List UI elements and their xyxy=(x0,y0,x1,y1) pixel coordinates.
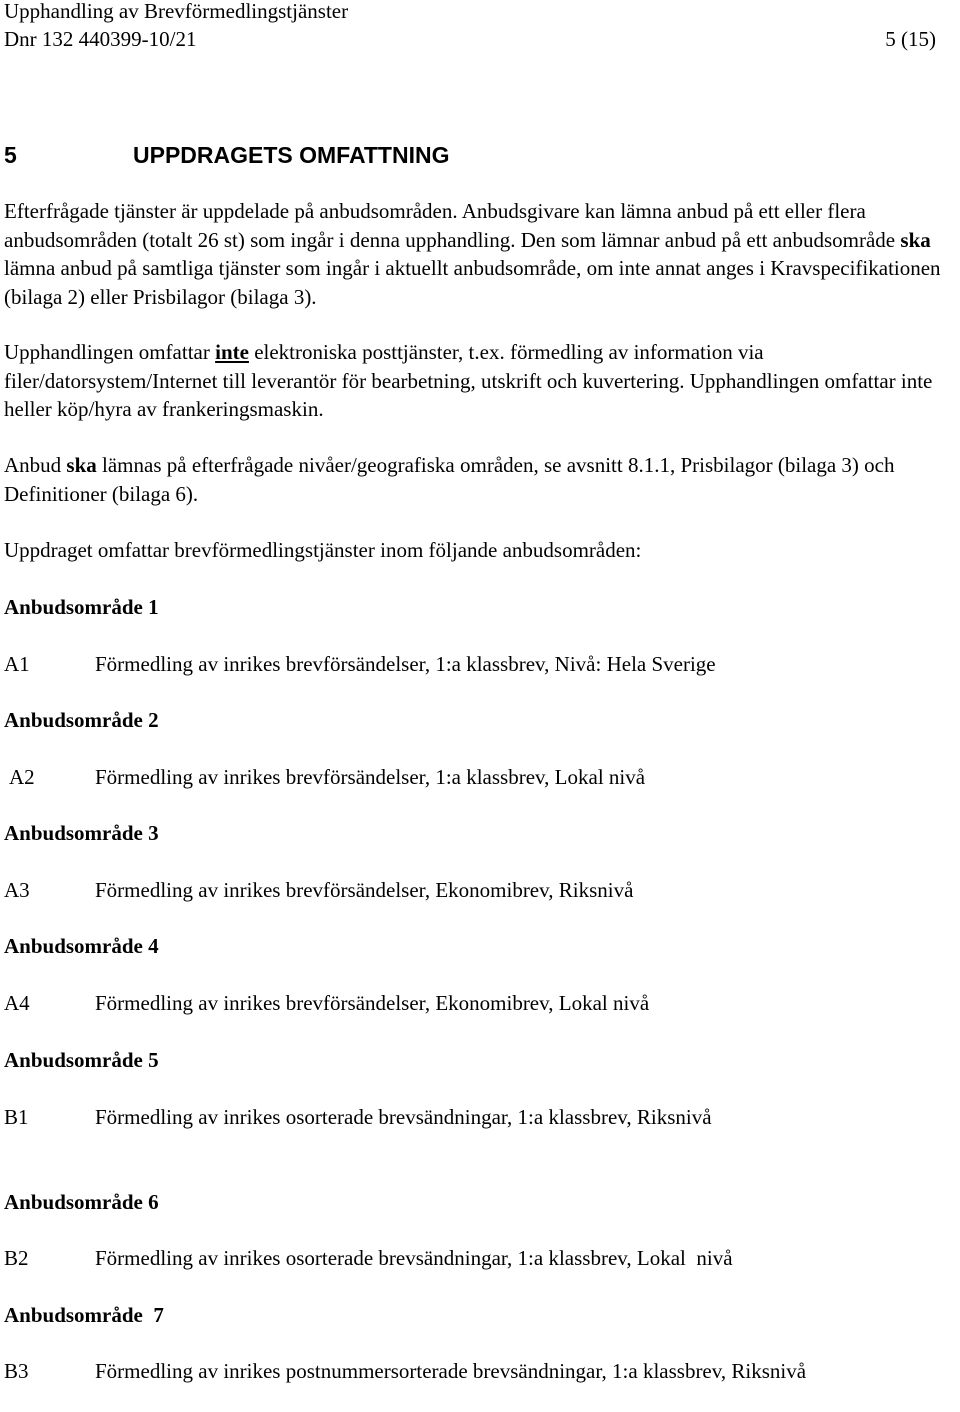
area-description: Förmedling av inrikes brevförsändelser, 1:a klassbrev, Lokal nivå xyxy=(95,765,646,789)
bold-text: ska xyxy=(900,227,931,252)
paragraph-intro-areas: Uppdraget omfattar brevförmedlingstjänster inom följande anbudsområden: xyxy=(4,538,642,562)
paragraph-exclusions xyxy=(4,338,944,424)
area-heading-1: Anbudsområde 1 xyxy=(4,595,159,619)
header-title: Upphandling av Brevförmedlingstjänster xyxy=(4,0,349,23)
paragraph-text: elektroniska posttjänster, t.ex. förmedling av information via filer/datorsystem/Internet till leverantör för bearbetning, utskrift och kuvertering. Upphandlingen omfattar inte heller köp/hyra av frankeringsmaskin. xyxy=(4,340,933,421)
area-description: Förmedling av inrikes brevförsändelser, Ekonomibrev, Lokal nivå xyxy=(95,991,650,1015)
paragraph-text: Upphandlingen omfattar xyxy=(4,340,216,364)
area-code: B3 xyxy=(4,1359,29,1383)
area-description: Förmedling av inrikes brevförsändelser, Ekonomibrev, Riksnivå xyxy=(95,878,634,902)
area-heading-2: Anbudsområde 2 xyxy=(4,708,159,732)
paragraph-scope-areas xyxy=(4,197,944,311)
area-description: Förmedling av inrikes postnummersorterade brevsändningar, 1:a klassbrev, Riksnivå xyxy=(95,1359,807,1383)
page-number: 5 (15) xyxy=(885,27,936,51)
area-heading-6: Anbudsområde 6 xyxy=(4,1190,159,1214)
area-code: A4 xyxy=(4,991,30,1015)
paragraph-text: lämna anbud på samtliga tjänster som ingår i aktuellt anbudsområde, om inte annat anges i Kravspecifikationen (bilaga 2) eller Prisbilagor (bilaga 3). xyxy=(4,256,941,309)
area-description: Förmedling av inrikes brevförsändelser, 1:a klassbrev, Nivå: Hela Sverige xyxy=(95,652,716,676)
bold-text: ska xyxy=(66,453,97,477)
area-description: Förmedling av inrikes osorterade brevsändningar, 1:a klassbrev, Riksnivå xyxy=(95,1105,712,1129)
area-heading-4: Anbudsområde 4 xyxy=(4,934,159,958)
area-code: A3 xyxy=(4,878,30,902)
area-code: A2 xyxy=(9,765,35,789)
area-code: B2 xyxy=(4,1246,29,1270)
area-code: B1 xyxy=(4,1105,29,1129)
paragraph-text: Anbud xyxy=(4,453,67,477)
underlined-emphasis: inte xyxy=(215,340,249,364)
area-heading-7: Anbudsområde 7 xyxy=(4,1303,164,1327)
section-title: UPPDRAGETS OMFATTNING xyxy=(133,142,450,168)
paragraph-text: Efterfrågade tjänster är uppdelade på anbudsområden. Anbudsgivare kan lämna anbud på ett eller flera anbudsområden (totalt 26 st) som ingår i denna upphandling. Den som lämnar anbud på ett anbudsområde xyxy=(4,199,901,252)
page-header xyxy=(4,0,936,53)
paragraph-text: lämnas på efterfrågade nivåer/geografiska områden, se avsnitt 8.1.1, Prisbilagor (bilaga 3) och Definitioner (bilaga 6). xyxy=(4,453,895,506)
paragraph-levels xyxy=(4,451,944,508)
header-dnr: Dnr 132 440399-10/21 xyxy=(4,27,197,51)
section-heading xyxy=(4,141,449,169)
area-code: A1 xyxy=(4,652,30,676)
area-heading-5: Anbudsområde 5 xyxy=(4,1048,159,1072)
section-number: 5 xyxy=(4,142,17,168)
area-description: Förmedling av inrikes osorterade brevsändningar, 1:a klassbrev, Lokal nivå xyxy=(95,1246,733,1270)
area-heading-3: Anbudsområde 3 xyxy=(4,821,159,845)
